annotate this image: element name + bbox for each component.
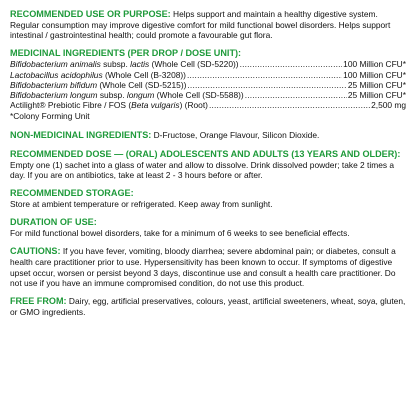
duration-text: For mild functional bowel disorders, take for a minimum of 6 weeks to see beneficial effects.	[10, 228, 350, 239]
dot-leader	[245, 90, 347, 100]
ingredient-amount: 25 Million CFU*	[347, 79, 406, 90]
free-from-section	[10, 296, 406, 317]
duration-heading: DURATION OF USE:	[10, 217, 97, 228]
ingredient-name-part: Actilight® Prebiotic Fibre / FOS (	[10, 100, 132, 111]
recommended-use-text: Helps support and maintain a healthy digestive system. Regular consumption may improve digestive comfort for mild functional bowel disorders. Helps support intestinal / gastrointestinal health; could promote a favourable gut flora.	[10, 9, 391, 41]
recommended-use-paragraph	[10, 9, 406, 40]
medicinal-ingredients-heading: MEDICINAL INGREDIENTS (PER DROP / DOSE UNIT):	[10, 48, 242, 59]
ingredient-row	[10, 59, 406, 69]
ingredient-name	[10, 80, 186, 90]
free-from-paragraph	[10, 296, 406, 317]
ingredient-name-part: ) (Root)	[179, 100, 208, 111]
ingredient-amount: 100 Million CFU*	[343, 69, 406, 80]
ingredient-name	[10, 59, 239, 69]
storage-heading: RECOMMENDED STORAGE:	[10, 188, 134, 199]
ingredient-row	[10, 80, 406, 90]
storage-section	[10, 188, 406, 209]
ingredient-row	[10, 100, 406, 110]
dot-leader	[240, 59, 343, 69]
cautions-text: If you have fever, vomiting, bloody diarrhea; severe abdominal pain; or diabetes, consult a health care practitioner prior to use. Hypersensitivity has been known to occur. If symptoms of digestive upset occur, worsen or persist beyond 3 days, discontinue use and consult a health care practitioner. Do not use if you have an immune compromised condition, do not use this product.	[10, 246, 396, 288]
ingredient-amount: 25 Million CFU*	[347, 90, 406, 101]
ingredient-name-part: Bifidobacterium longum	[10, 90, 98, 101]
ingredients-footnote: *Colony Forming Unit	[10, 111, 90, 122]
ingredient-name-part: Beta vulgaris	[131, 100, 180, 111]
duration-section	[10, 217, 406, 238]
ingredient-name-part: Bifidobacterium bifidum	[10, 79, 98, 90]
free-from-text: Dairy, egg, artificial preservatives, colours, yeast, artificial sweeteners, wheat, soya, gluten, or GMO ingredients.	[10, 296, 406, 318]
non-medicinal-text: D-Fructose, Orange Flavour, Silicon Dioxide.	[153, 129, 320, 140]
ingredient-name-part: (Whole Cell (B-3208))	[102, 69, 186, 80]
cautions-section	[10, 246, 406, 288]
ingredient-amount: 100 Million CFU*	[343, 59, 406, 70]
ingredient-row	[10, 70, 406, 80]
recommended-dose-heading: RECOMMENDED DOSE — (ORAL) ADOLESCENTS AND ADULTS (13 YEARS AND OLDER):	[10, 148, 401, 159]
non-medicinal-paragraph	[10, 130, 406, 141]
free-from-heading: FREE FROM:	[10, 296, 67, 307]
ingredient-name-part: lactis	[130, 59, 150, 70]
dot-leader	[187, 80, 346, 90]
cautions-heading: CAUTIONS:	[10, 246, 61, 257]
ingredient-name	[10, 70, 186, 80]
ingredient-amount: 2,500 mg	[371, 100, 406, 111]
ingredient-name-part: (Whole Cell (SD-5588))	[154, 90, 244, 101]
ingredient-name-part: subsp.	[97, 90, 127, 101]
recommended-use-heading: RECOMMENDED USE OR PURPOSE:	[10, 9, 171, 19]
recommended-dose-section	[10, 149, 406, 180]
dot-leader	[187, 70, 342, 80]
non-medicinal-heading: NON-MEDICINAL INGREDIENTS:	[10, 129, 152, 140]
ingredient-row	[10, 90, 406, 100]
ingredient-name-part: (Whole Cell (SD-5220))	[149, 59, 239, 70]
cautions-paragraph	[10, 246, 406, 288]
dot-leader	[209, 100, 370, 110]
storage-text: Store at ambient temperature or refrigerated. Keep away from sunlight.	[10, 199, 273, 210]
ingredient-name-part: (Whole Cell (SD-5215))	[97, 79, 187, 90]
ingredient-name-part: longum	[126, 90, 155, 101]
ingredient-name-part: Bifidobacterium animalis	[10, 59, 101, 70]
ingredient-name-part: Lactobacillus acidophilus	[10, 69, 103, 80]
non-medicinal-section	[10, 130, 406, 141]
ingredients-list	[10, 59, 406, 110]
recommended-use-section	[10, 9, 406, 40]
ingredient-name	[10, 90, 244, 100]
ingredient-name-part: subsp.	[100, 59, 131, 70]
ingredient-name	[10, 100, 208, 110]
medicinal-ingredients-section	[10, 48, 406, 121]
recommended-dose-text: Empty one (1) sachet into a glass of water and allow to dissolve. Drink dissolved powder; take 2 times a day. If you are on antibiotics, take at least 2 - 3 hours before or after.	[10, 159, 395, 180]
